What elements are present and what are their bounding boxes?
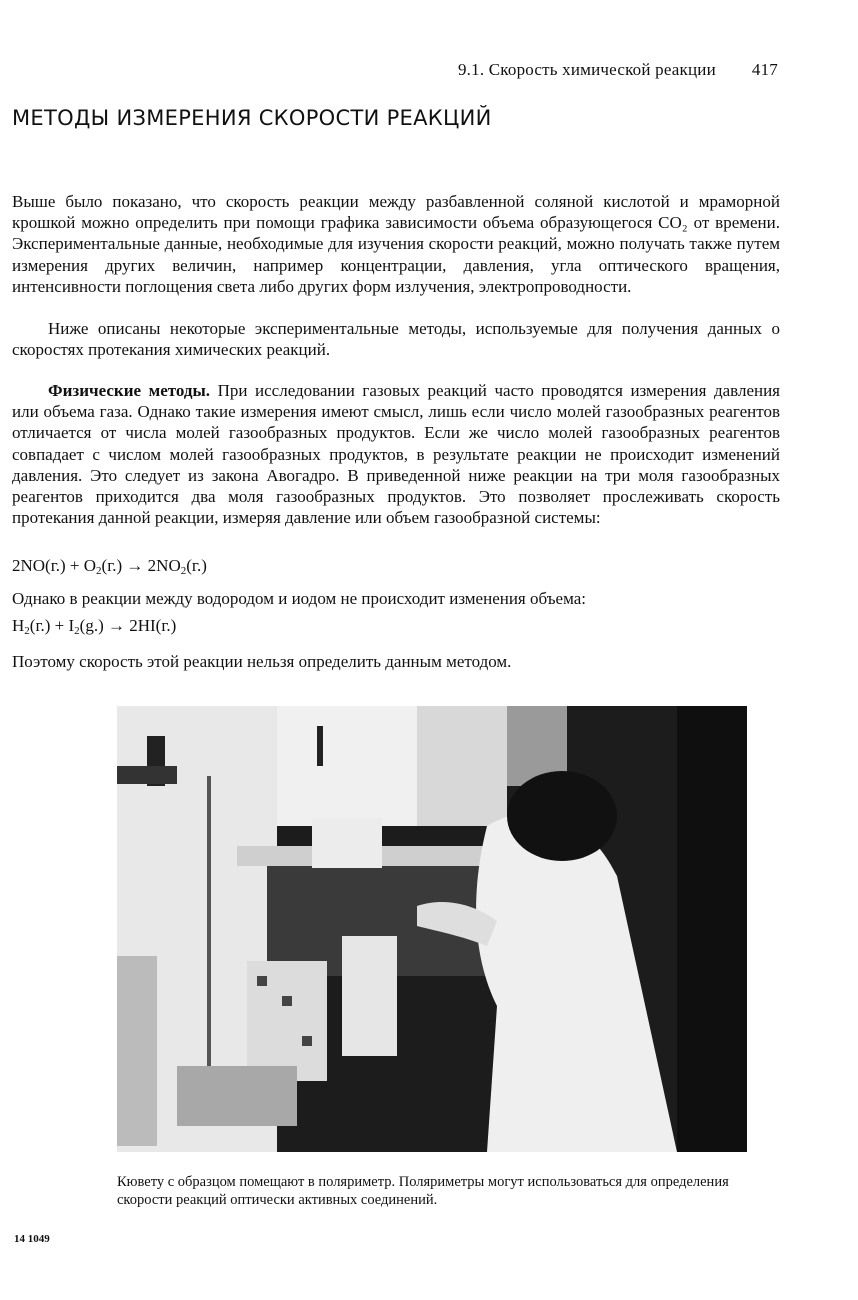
figure-caption: Кювету с образцом помещают в поляриметр. Поляриметры могут использоваться для определения скорости реакций оптически активных соединений.: [117, 1174, 729, 1208]
paragraph-intro: Выше было показано, что скорость реакции между разбавленной соляной кислотой и мраморной крошкой можно определить при помощи графика зависимости объема образующегося CO₂ от времени. Экспериментальные данные, необходимые для изучения скорости реакций, можно получать также путем измерения других величин, например концентрации, давления, угла оптического вращения, интенсивности поглощения света либо других форм излучения, электропроводности.: [12, 192, 780, 296]
running-header: [458, 60, 778, 80]
print-signature-code: 14 1049: [14, 1233, 50, 1245]
paragraph-physical-methods: [12, 380, 780, 528]
page-number: 417: [751, 60, 778, 79]
section-title: МЕТОДЫ ИЗМЕРЕНИЯ СКОРОСТИ РЕАКЦИЙ: [12, 106, 492, 130]
physical-methods-text: При исследовании газовых реакций часто проводятся измерения давления или объема газа. Однако такие измерения имеют смысл, лишь если число молей газообразных реагентов отличается от числа молей газообразных продуктов. Если же число молей газообразных реагентов совпадает с числом молей газообразных продуктов, в результате реакции не происходит изменений давления. Это следует из закона Авогадро. В приведенной ниже реакции на три моля газообразных реагентов приходится два моля газообразных продуктов. Это позволяет прослеживать скорость протекания данной реакции, измеряя давление или объем газообразной системы:: [12, 381, 781, 528]
physical-methods-lead: Физические методы.: [48, 381, 211, 400]
running-title: 9.1. Скорость химической реакции: [457, 60, 716, 79]
equation-hydrogen-iodide: $H_2(г.) + I_2(g.) \to 2HI(г.)$: [12, 616, 177, 637]
equation-no-oxidation: $2NO(г.) + O_2(г.) \to 2NO_2(г.)$: [12, 556, 207, 577]
polarimeter-photo: [117, 706, 747, 1152]
paragraph-conclusion: Поэтому скорость этой реакции нельзя определить данным методом.: [12, 652, 512, 671]
paragraph-hydrogen-iodine: Однако в реакции между водородом и иодом не происходит изменения объема:: [12, 589, 586, 608]
polarimeter-photo-illustration: [117, 706, 747, 1152]
paragraph-methods-intro: Ниже описаны некоторые экспериментальные методы, используемые для получения данных о скоростях протекания химических реакций.: [12, 319, 780, 360]
